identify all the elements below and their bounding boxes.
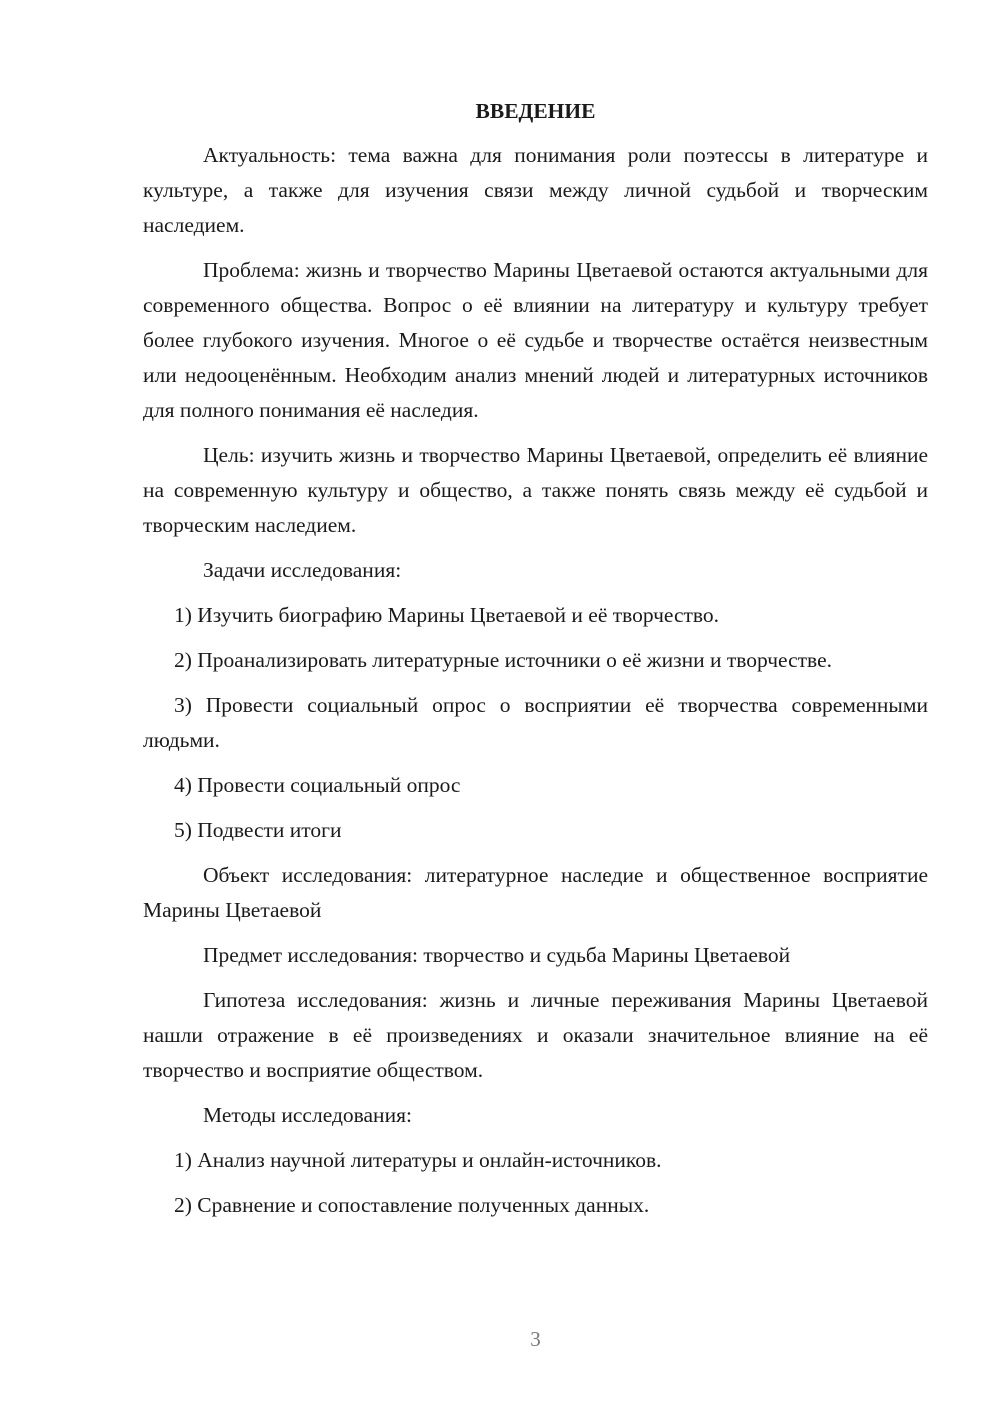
page-number: 3 [530, 1327, 541, 1351]
hypothesis-paragraph: Гипотеза исследования: жизнь и личные переживания Марины Цветаевой нашли отражение в её произведениях и оказали значительное влияние на её творчество и восприятие обществом. [143, 988, 928, 1082]
method-item-2: 2) Сравнение и сопоставление полученных данных. [174, 1193, 650, 1217]
task-item-4: 4) Провести социальный опрос [174, 773, 461, 797]
methods-title: Методы исследования: [203, 1103, 412, 1127]
problem-paragraph: Проблема: жизнь и творчество Марины Цветаевой остаются актуальными для современного общества. Вопрос о её влиянии на литературу и культуру требует более глубокого изучения. Многое о её судьбе и творчестве остаётся неизвестным или недооценённым. Необходим анализ мнений людей и литературных источников для полного понимания её наследия. [143, 258, 928, 422]
section-heading: ВВЕДЕНИЕ [475, 99, 596, 123]
goal-paragraph: Цель: изучить жизнь и творчество Марины Цветаевой, определить её влияние на современную культуру и общество, а также понять связь между её судьбой и творческим наследием. [143, 443, 928, 537]
task-item-5: 5) Подвести итоги [174, 818, 342, 842]
object-paragraph: Объект исследования: литературное наследие и общественное восприятие Марины Цветаевой [143, 863, 928, 922]
task-item-3: 3) Провести социальный опрос о восприятии её творчества современными людьми. [143, 693, 928, 752]
tasks-title: Задачи исследования: [203, 558, 402, 582]
method-item-1: 1) Анализ научной литературы и онлайн-источников. [174, 1148, 662, 1172]
relevance-paragraph: Актуальность: тема важна для понимания роли поэтессы в литературе и культуре, а также для изучения связи между личной судьбой и творческим наследием. [143, 143, 928, 237]
task-item-2: 2) Проанализировать литературные источники о её жизни и творчестве. [174, 648, 832, 672]
subject-paragraph: Предмет исследования: творчество и судьба Марины Цветаевой [203, 943, 791, 967]
task-item-1: 1) Изучить биографию Марины Цветаевой и её творчество. [174, 603, 720, 627]
document-page [143, 94, 928, 1233]
